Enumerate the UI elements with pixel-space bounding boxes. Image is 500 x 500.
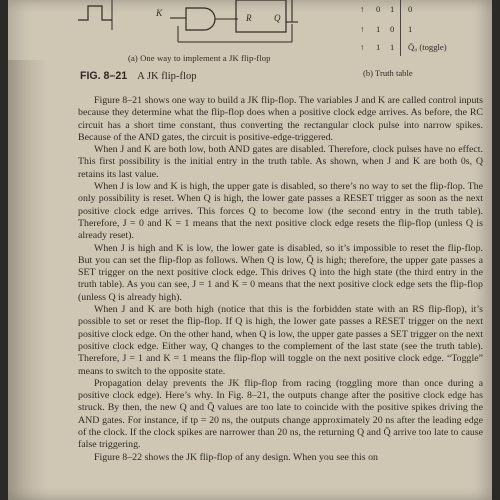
truth-table-row <box>320 24 490 36</box>
tt-k: 0 <box>390 24 395 34</box>
figure-title: A JK flip-flop <box>137 71 197 82</box>
jk-flip-flop-circuit <box>78 0 298 55</box>
tt-clk: ↑ <box>360 24 365 34</box>
truth-table-row <box>320 4 490 16</box>
figure-8-21 <box>8 0 492 80</box>
paragraph: Figure 8–21 shows one way to build a JK flip-flop. The variables J and K are called control inputs because they determine what the flip-flop does when a positive clock edge arrives. As before, the RC circuit has a short time constant, thus converting the rectangular clock pulse into narrow spikes. Because of the AND gates, the circuit is positive-edge-triggered. <box>78 95 483 143</box>
figure-label <box>80 70 197 82</box>
truth-table-row <box>320 42 490 54</box>
circuit-label-q: Q <box>274 13 281 23</box>
tt-clk: ↑ <box>360 4 365 14</box>
tt-j: 1 <box>376 24 381 34</box>
body-text <box>78 95 483 464</box>
tt-q: 1 <box>408 24 413 34</box>
paragraph: When J and K are both low, both AND gates are disabled. Therefore, clock pulses have no effect. This first possibility is the initial entry in the truth table. As shown, when J and K are both 0s, Q retains its last value. <box>78 144 483 180</box>
paragraph: When J and K are both high (notice that this is the forbidden state with an RS flip-flop), it’s possible to set or reset the flip-flop. If Q is high, the lower gate passes a RESET trigger on the next positive clock edge. On the other hand, when Q is low, the upper gate passes a SET trigger on the next positive clock edge. Either way, Q changes to the complement of the last state (see the truth table). Therefore, J = 1 and K = 1 means the flip-flop will toggle on the next positive clock edge. “Toggle” means to switch to the opposite state. <box>78 304 483 377</box>
paragraph: Propagation delay prevents the JK flip-flop from racing (toggling more than once during a positive clock edge). Here’s why. In Fig. 8–21, the outputs change after the positive clock edge has struck. By then, the new Q and Q̄ values are too late to coincide with the positive spikes driving the AND gates. For instance, if tp = 20 ns, the outputs change approximately 20 ns after the leading edge of the clock. If the clock spikes are narrower than 20 ns, the returning Q and Q̄ arrive too late to cause false triggering. <box>78 377 483 451</box>
tt-clk: ↑ <box>360 42 365 52</box>
tt-k: 1 <box>390 4 395 14</box>
caption-b: (b) Truth table <box>363 68 413 78</box>
tt-k: 1 <box>390 42 395 52</box>
paragraph: Figure 8–22 shows the JK flip-flop of any design. When you see this on <box>94 451 378 463</box>
paragraph: When J is low and K is high, the upper gate is disabled, so there’s no way to set the flip-flop. The only possibility is reset. When Q is high, the lower gate passes a RESET trigger as soon as the next positive clock edge arrives. This forces Q to become low (the second entry in the truth table). Therefore, J = 0 and K = 1 means that the next positive clock edge resets the flip-flop (unless Q is already reset). <box>78 181 483 242</box>
tt-j: 0 <box>376 4 381 14</box>
circuit-label-k: K <box>156 9 163 19</box>
page-shadow <box>8 60 48 500</box>
caption-a: (a) One way to implement a JK flip-flop <box>128 53 271 63</box>
tt-q: Q̄₀ (toggle) <box>408 42 447 52</box>
paragraph: When J is high and K is low, the lower gate is disabled, so it’s impossible to reset the flip-flop. But you can set the flip-flop as follows. When Q is low, Q̄ is high; therefore, the upper gate passes a SET trigger on the next positive clock edge. This drives Q into the high state (the third entry in the truth table). As you can see, J = 1 and K = 0 means that the next positive clock edge sets the flip-flop (unless Q is already high). <box>78 242 483 303</box>
book-page <box>8 0 492 500</box>
tt-q: 0 <box>408 4 413 14</box>
tt-j: 1 <box>376 42 381 52</box>
truth-table <box>320 0 490 56</box>
figure-number: FIG. 8–21 <box>80 70 128 82</box>
circuit-label-r: R <box>246 13 252 23</box>
